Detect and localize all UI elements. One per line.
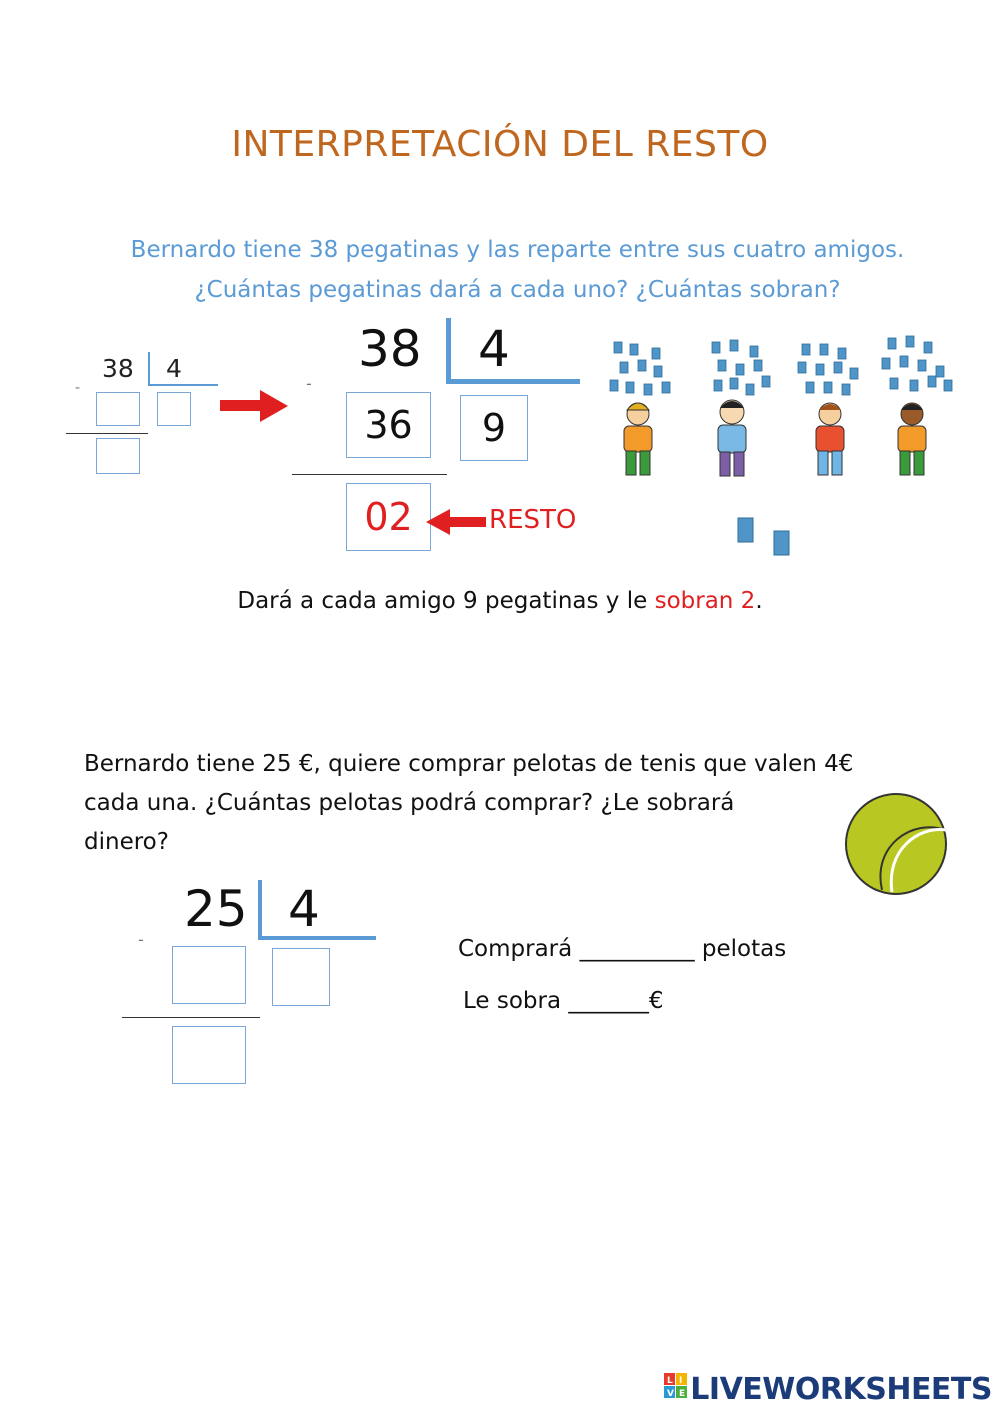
- div2-quotient-box[interactable]: [272, 948, 330, 1006]
- tennis-ball-icon: [842, 790, 952, 900]
- div2-subtrahend-box[interactable]: [172, 946, 246, 1004]
- answer-1-prefix: Dará a cada amigo 9 pegatinas y le: [237, 588, 655, 614]
- children-stickers-illustration: [600, 330, 960, 562]
- answer-1-highlight: sobran 2: [654, 588, 756, 614]
- fill-2-blank[interactable]: _______: [568, 988, 649, 1014]
- fill-1-suffix: pelotas: [694, 936, 787, 962]
- problem-2-line-1: Bernardo tiene 25 €, quiere comprar pelotas de tenis que valen 4€: [84, 751, 854, 777]
- big-dividend: 38: [358, 320, 422, 378]
- big-divider-horizontal: [446, 379, 580, 384]
- badge-letter-l: L: [667, 1376, 673, 1386]
- answer-1: [0, 588, 1000, 614]
- small-divider-vertical: [148, 352, 150, 386]
- big-remainder-box: 02: [346, 483, 431, 551]
- big-divisor: 4: [478, 320, 510, 378]
- liveworksheets-logo: [664, 1371, 992, 1407]
- problem-1-line-1: Bernardo tiene 38 pegatinas y las reparte entre sus cuatro amigos.: [130, 237, 905, 263]
- sticker-group-2: [712, 340, 770, 395]
- badge-letter-i: I: [679, 1376, 683, 1386]
- arrow-right-icon: [220, 388, 290, 424]
- small-subtrahend-box[interactable]: [96, 392, 140, 426]
- div2-dividend: 25: [184, 880, 248, 938]
- problem-2-line-3: dinero?: [84, 829, 169, 855]
- big-subtraction-line: [292, 474, 447, 475]
- fill-answer-1: [458, 936, 786, 962]
- div2-divisor: 4: [288, 880, 320, 938]
- remainder-label: RESTO: [489, 505, 577, 535]
- small-quotient-box[interactable]: [157, 392, 191, 426]
- div2-divider-vertical: [258, 880, 262, 940]
- div2-remainder-box[interactable]: [172, 1026, 246, 1084]
- child-4: [898, 403, 926, 475]
- badge-letter-e: E: [679, 1389, 685, 1399]
- leftover-stickers: [738, 518, 789, 555]
- big-quotient-box: 9: [460, 395, 528, 461]
- small-minus: -: [75, 380, 81, 396]
- big-minus: -: [306, 374, 312, 393]
- div2-minus: -: [138, 930, 144, 949]
- liveworksheets-badge-icon: [664, 1373, 688, 1399]
- big-subtrahend-box: 36: [346, 392, 431, 458]
- fill-answer-2: [463, 988, 664, 1014]
- problem-2-line-2: cada una. ¿Cuántas pelotas podrá comprar? ¿Le sobrará: [84, 790, 735, 816]
- fill-1-prefix: Comprará: [458, 936, 580, 962]
- page-title: INTERPRETACIÓN DEL RESTO: [231, 124, 769, 165]
- problem-1-text: [60, 230, 975, 310]
- small-subtraction-line: [66, 433, 148, 434]
- small-remainder-box[interactable]: [96, 438, 140, 474]
- answer-1-suffix: .: [755, 588, 763, 614]
- fill-2-suffix: €: [648, 988, 664, 1014]
- child-3: [816, 403, 844, 475]
- logo-text: LIVEWORKSHEETS: [690, 1372, 992, 1407]
- big-divider-vertical: [446, 318, 451, 384]
- badge-letter-v: V: [667, 1389, 674, 1399]
- problem-1-line-2: ¿Cuántas pegatinas dará a cada uno? ¿Cuántas sobran?: [194, 277, 841, 303]
- sticker-group-3: [798, 344, 858, 395]
- child-2: [718, 400, 746, 476]
- fill-2-prefix: Le sobra: [463, 988, 569, 1014]
- arrow-left-icon: [424, 506, 486, 538]
- sticker-group-1: [610, 342, 670, 395]
- problem-2-text: [84, 745, 924, 862]
- child-1: [624, 403, 652, 475]
- div2-subtraction-line: [122, 1017, 260, 1018]
- small-dividend: 38: [102, 354, 134, 383]
- sticker-group-4: [882, 336, 952, 391]
- small-divider-horizontal: [148, 384, 218, 386]
- small-divisor: 4: [166, 354, 182, 383]
- fill-1-blank[interactable]: __________: [579, 936, 695, 962]
